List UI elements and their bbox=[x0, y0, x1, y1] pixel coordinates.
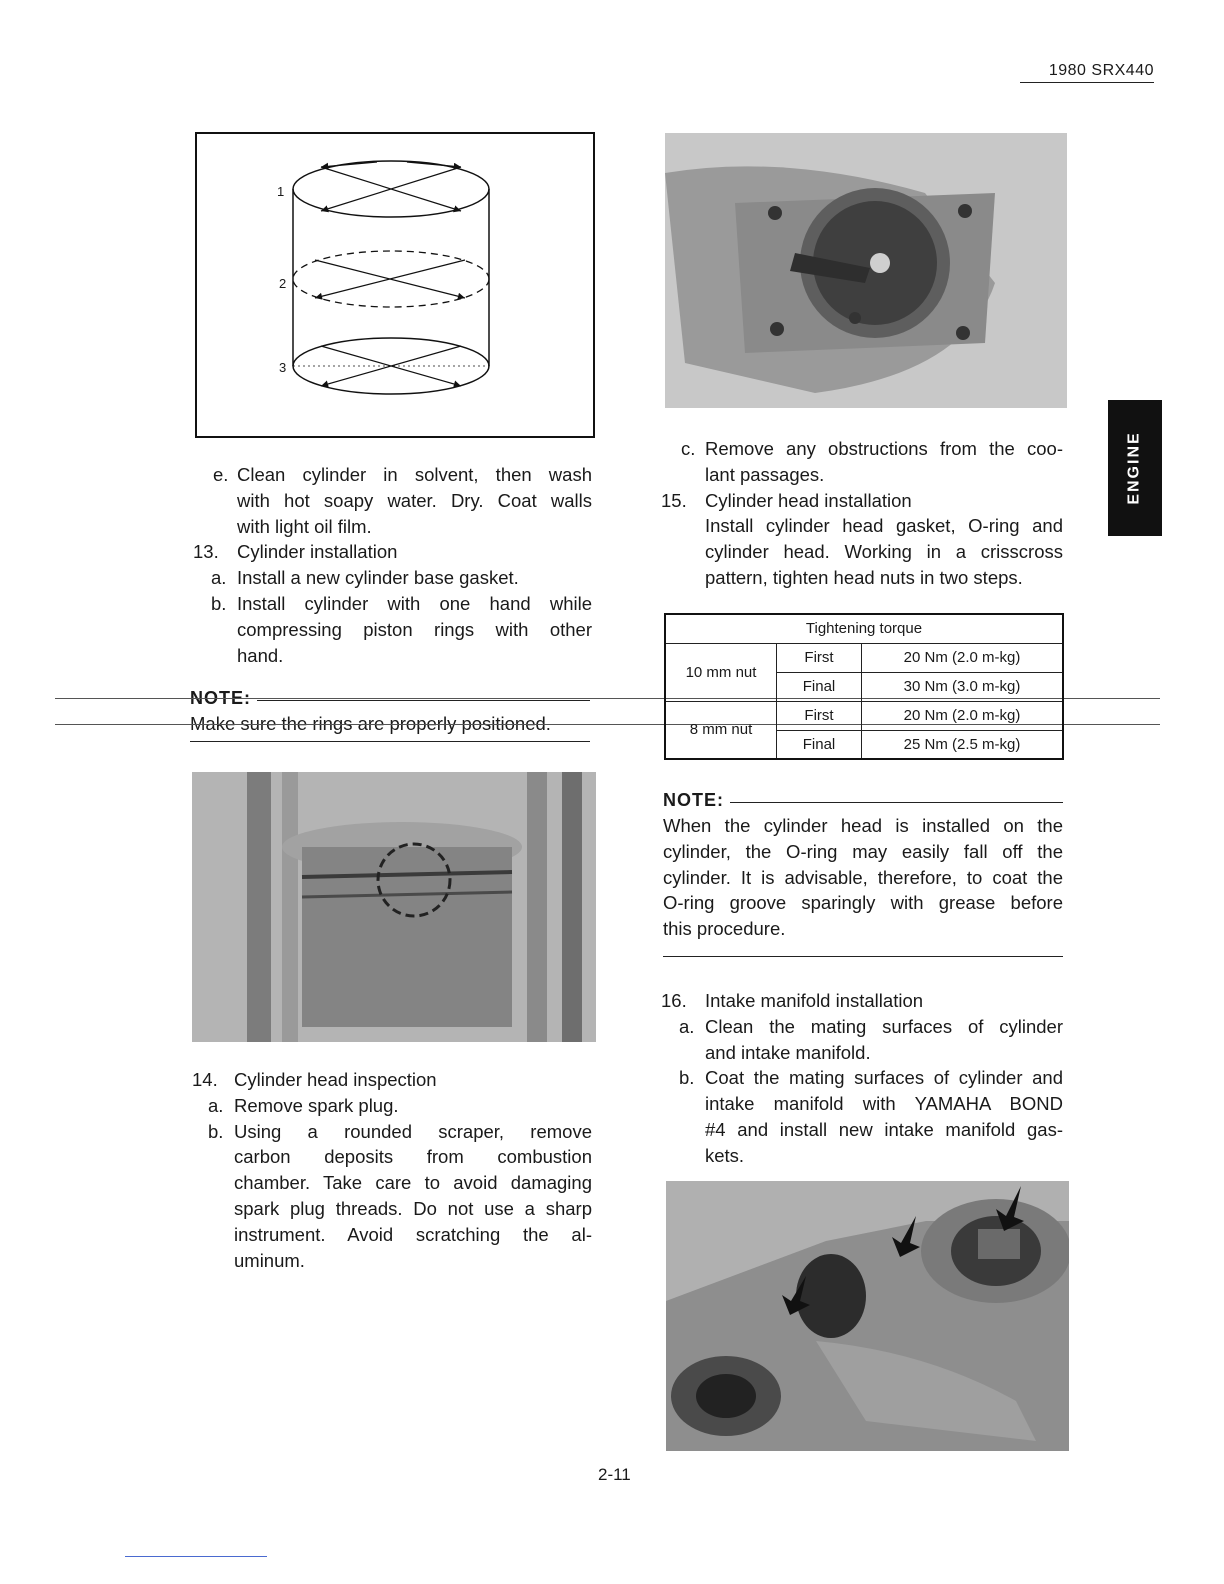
cylinder-measurement-diagram bbox=[195, 132, 595, 438]
step-14a-number: a. bbox=[208, 1094, 224, 1116]
right-note-line: When the cylinder head is installed on the bbox=[663, 815, 1063, 836]
header-model-id: 1980 SRX440 bbox=[1020, 62, 1154, 83]
torque-table-title: Tightening torque bbox=[665, 614, 1063, 643]
step-16b-line: #4 and install new intake manifold gas- bbox=[705, 1118, 1063, 1140]
torque-value: 20 Nm (2.0 m-kg) bbox=[862, 643, 1064, 672]
right-column-lower bbox=[663, 988, 1063, 1169]
step-13a bbox=[195, 565, 592, 591]
left-column-lower bbox=[192, 1067, 592, 1273]
step-16b-line: kets. bbox=[705, 1144, 745, 1166]
step-16b bbox=[663, 1065, 1063, 1168]
measure-point-2-label: 2 bbox=[279, 276, 287, 291]
step-14b bbox=[192, 1119, 592, 1274]
step-16b-number: b. bbox=[679, 1067, 695, 1089]
right-note-line: cylinder. It is advisable, therefore, to coat the bbox=[663, 866, 1063, 888]
section-tab-label: ENGINE bbox=[1126, 431, 1143, 505]
torque-step: Final bbox=[777, 672, 862, 701]
left-note-heading: NOTE: bbox=[190, 688, 251, 708]
intake-manifold-photo bbox=[666, 1181, 1069, 1451]
cylinder-diagram-svg bbox=[197, 134, 589, 432]
step-e bbox=[195, 462, 592, 539]
right-note-body bbox=[663, 813, 1063, 942]
step-13a-number: a. bbox=[211, 567, 227, 589]
step-14b-line: carbon deposits from combustion bbox=[234, 1146, 592, 1168]
step-13b-number: b. bbox=[211, 592, 227, 614]
engine-section-tab bbox=[1108, 400, 1162, 536]
left-note-text: Make sure the rings are properly positioned. bbox=[190, 713, 551, 734]
step-e-line: with light oil film. bbox=[237, 515, 372, 537]
step-15-line: cylinder head. Working in a crisscross bbox=[705, 541, 1063, 563]
torque-nut-label: 8 mm nut bbox=[665, 701, 777, 759]
torque-step: First bbox=[777, 643, 862, 672]
step-14b-line: spark plug threads. Do not use a sharp bbox=[234, 1197, 592, 1219]
right-note-heading: NOTE: bbox=[663, 790, 724, 810]
step-14-number: 14. bbox=[192, 1069, 218, 1090]
step-14a-text: Remove spark plug. bbox=[234, 1094, 399, 1116]
right-note-line: cylinder, the O-ring may easily fall off the bbox=[663, 840, 1063, 862]
step-16a-number: a. bbox=[679, 1015, 695, 1037]
step-15 bbox=[663, 488, 1063, 591]
page-number: 2-11 bbox=[598, 1465, 631, 1484]
torque-step: First bbox=[777, 701, 862, 730]
step-c bbox=[663, 436, 1063, 488]
step-14 bbox=[192, 1067, 592, 1093]
step-16-title: Intake manifold installation bbox=[705, 990, 924, 1011]
step-14b-line: instrument. Avoid scratching the al- bbox=[234, 1223, 592, 1245]
step-13-number: 13. bbox=[193, 541, 219, 563]
scan-artifact-line bbox=[125, 1556, 267, 1557]
step-15-title: Cylinder head installation bbox=[705, 489, 912, 511]
measure-point-1-label: 1 bbox=[277, 184, 285, 199]
right-note-line: O-ring groove sparingly with grease before bbox=[663, 892, 1063, 914]
right-column-upper bbox=[663, 436, 1063, 591]
step-c-line: lant passages. bbox=[705, 463, 825, 485]
step-e-number: e. bbox=[213, 464, 229, 485]
torque-value: 20 Nm (2.0 m-kg) bbox=[862, 701, 1064, 730]
step-14b-line: uminum. bbox=[234, 1249, 305, 1271]
piston-rings-photo bbox=[192, 772, 596, 1042]
step-13 bbox=[195, 539, 592, 565]
step-16 bbox=[663, 988, 1063, 1014]
step-13b-line: hand. bbox=[237, 644, 284, 666]
step-16-number: 16. bbox=[661, 990, 687, 1011]
step-c-line: Remove any obstructions from the coo- bbox=[705, 438, 1063, 459]
step-14b-line: Using a rounded scraper, remove bbox=[234, 1120, 592, 1142]
cylinder-head-photo bbox=[665, 133, 1067, 408]
step-16b-line: intake manifold with YAMAHA BOND bbox=[705, 1093, 1063, 1115]
step-14b-number: b. bbox=[208, 1120, 224, 1142]
right-note-line: this procedure. bbox=[663, 918, 786, 940]
step-14b-line: chamber. Take care to avoid damaging bbox=[234, 1172, 592, 1194]
step-15-number: 15. bbox=[661, 489, 687, 511]
torque-step: Final bbox=[777, 730, 862, 759]
torque-value: 25 Nm (2.5 m-kg) bbox=[862, 730, 1064, 759]
step-13b-line: compressing piston rings with other bbox=[237, 618, 592, 640]
step-e-line: Clean cylinder in solvent, then wash bbox=[237, 464, 592, 485]
step-15-line: pattern, tighten head nuts in two steps. bbox=[705, 566, 1023, 588]
left-note bbox=[190, 688, 590, 742]
right-note bbox=[663, 790, 1063, 957]
step-13b bbox=[195, 591, 592, 668]
step-13-title: Cylinder installation bbox=[237, 541, 398, 563]
step-16b-line: Coat the mating surfaces of cylinder and bbox=[705, 1067, 1063, 1089]
step-14-title: Cylinder head inspection bbox=[234, 1069, 437, 1090]
measure-point-3-label: 3 bbox=[279, 360, 287, 375]
step-16a bbox=[663, 1014, 1063, 1066]
step-c-number: c. bbox=[681, 438, 696, 459]
step-15-line: Install cylinder head gasket, O-ring and bbox=[705, 515, 1063, 537]
step-14a bbox=[192, 1093, 592, 1119]
step-13a-text: Install a new cylinder base gasket. bbox=[237, 567, 519, 589]
step-e-line: with hot soapy water. Dry. Coat walls bbox=[237, 489, 592, 511]
tightening-torque-table bbox=[664, 613, 1064, 760]
torque-value: 30 Nm (3.0 m-kg) bbox=[862, 672, 1064, 701]
step-16a-line: Clean the mating surfaces of cylinder bbox=[705, 1015, 1063, 1037]
left-column-upper bbox=[195, 462, 592, 668]
torque-nut-label: 10 mm nut bbox=[665, 643, 777, 701]
step-16a-line: and intake manifold. bbox=[705, 1041, 871, 1063]
step-13b-line: Install cylinder with one hand while bbox=[237, 592, 592, 614]
